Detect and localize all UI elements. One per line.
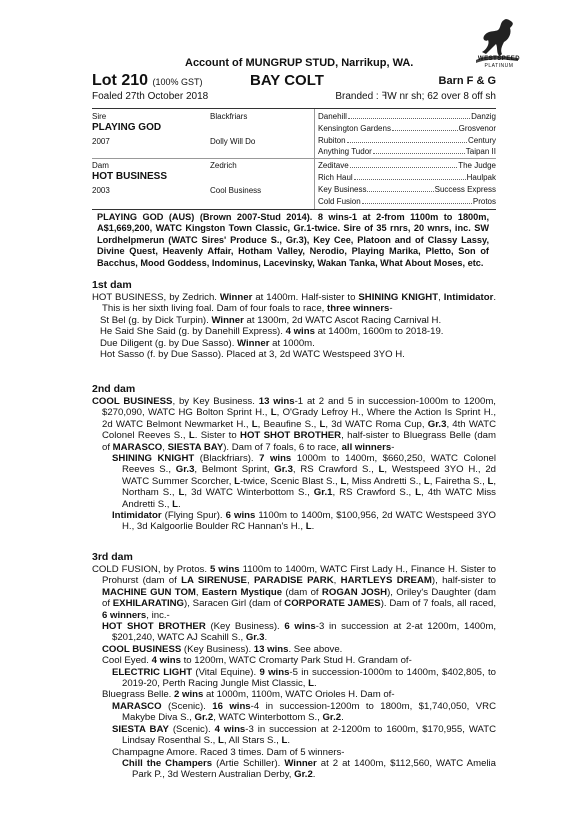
sire-summary: PLAYING GOD (AUS) (Brown 2007-Stud 2014). 8 wins-1 at 2-from 1100m to 1800m, A$1,669,200, WATC Kingston Town Classic, Gr.1-twice. Sire of 35 rnrs, 20 wnrs, inc. SW Lordhelpmerun (WATC Sires' Produce S., Gr.3), Key Cee, Platoon and of Classy Lassy, Divine Quest, Heavenly Affair, Hotham Valley, Nerodio, Playing Marika, Pletto, Son of Bacchus, Mood Goddess, Indominus, Lacevinsky, Wakan Tanka, What About Moses, etc. [97,212,489,268]
lot-number [92,72,202,90]
progeny-line: MARASCO (Scenic). 16 wins-4 in succession-1200m to 1800m, $1,740,050, VRC Makybe Diva S., Gr.2, WATC Winterbottom S., Gr.2. [112,700,496,724]
dam-sire: Zedrich [210,161,237,170]
second-dam-intro: COOL BUSINESS, by Key Business. 13 wins-1 at 2 and 5 in succession-1000m to 1200m, $270,090, WATC HG Bolton Sprint H., L, O'Grady Lefroy H., Where the Action Is Sprint H., 2d WATC Belmont Newmarket H., L, Beaufine S., L, 3d WATC Roma Cup, Gr.3, 4th WATC Colonel Reeves S., L. Sister to HOT SHOT BROTHER, half-sister to Bluegrass Belle (dam of MARASCO, SIESTA BAY). Dam of 7 foals, 6 to race, all winners- [92,396,497,453]
progeny-line: Chill the Champers (Artie Schiller). Winner at 2 at 1400m, $112,560, WATC Amelia Park P., 3d Western Australian Derby, Gr.2. [122,757,497,781]
sire-label: Sire [92,112,107,121]
barn-location: Barn F & G [438,75,496,87]
progeny-line: Due Diligent (g. by Due Sasso). Winner at 1000m. [100,337,315,349]
sire-name: PLAYING GOD [92,122,162,133]
progeny-line: Hot Sasso (f. by Due Sasso). Placed at 3, 2d WATC Westspeed 3YO H. [100,349,405,361]
third-dam-intro: COLD FUSION, by Protos. 5 wins 1100m to 1400m, WATC First Lady H., Finance H. Sister to Prohurst (dam of LA SIRENUSE, PARADISE PARK, HARTLEYS DREAM), half-sister to MACHINE GUN TOM, Eastern Mystique (dam of ROGAN JOSH), Oriley's Daughter (dam of EXHILARATING), Saracen Girl (dam of CORPORATE JAMES). Dam of 7 foals, all raced, 6 winners, inc.- [92,564,497,621]
brand-description: Branded : ꟻW nr sh; 62 over 8 off sh [335,91,496,102]
progeny-line: SIESTA BAY (Scenic). 4 wins-3 in succession at 2-1200m to 1600m, $170,955, WATC Lindsay Rosenthal S., L, All Stars S., L. [112,723,497,747]
dam-label: Dam [92,161,109,170]
progeny-line: HOT SHOT BROTHER (Key Business). 6 wins-3 in succession at 2-at 1200m, 1400m, $201,240, WATC AJ Scahill S., Gr.3. [102,621,496,644]
grandsire-line: Cold Fusion Protos [318,197,496,206]
progeny-line: ELECTRIC LIGHT (Vital Equine). 9 wins-5 in succession-1000m to 1400m, $402,805, to 2019-20, Perth Racing Jungle Mist Classic, L. [112,666,496,690]
grandsire-line: Rubiton Century [318,136,496,145]
sire-year: 2007 [92,137,110,146]
second-dam-heading: 2nd dam [92,383,136,395]
vendor-account: Account of MUNGRUP STUD, Narrikup, WA. [185,57,414,69]
grandsire-line: Danehill Danzig [318,112,496,121]
second-dam-foals [92,453,496,533]
progeny-line: He Said She Said (g. by Danehill Express). 4 wins at 1400m, 1600m to 2018-19. [100,326,444,338]
sire-sire: Blackfriars [210,112,248,121]
grandsire-line: Zeditave The Judge [318,161,496,170]
grandsire-line: Anything Tudor Taipan II [318,147,496,156]
first-dam-intro: HOT BUSINESS, by Zedrich. Winner at 1400m. Half-sister to SHINING KNIGHT, Intimidator. This is her sixth living foal. Dam of four foals to race, three winners- [92,292,496,315]
dam-name: HOT BUSINESS [92,171,168,182]
progeny-line: St Bel (g. by Dick Turpin). Winner at 1300m, 2d WATC Ascot Racing Carnival H. [100,314,442,326]
gst-note: (100% GST) [152,77,203,87]
logo-wordmark [470,56,528,70]
first-dam-foals [92,315,496,361]
grandsire-line: Key Business Success Express [318,185,496,194]
logo-line-2: PLATINUM [484,63,514,69]
sire-dam: Dolly Will Do [210,137,256,146]
pedigree-table [92,108,496,210]
horse-sex-colour: BAY COLT [250,72,324,89]
progeny-line: Cool Eyed. 4 wins to 1200m, WATC Cromarty Park Stud H. Grandam of- [102,655,412,667]
foaled-date: Foaled 27th October 2018 [92,91,209,102]
logo-line-1: WESTSPEED [477,56,521,62]
lot-label: Lot 210 [92,72,149,89]
third-dam-section [92,564,496,781]
grandsire-line: Rich Haul Haulpak [318,173,496,182]
dam-year: 2003 [92,186,110,195]
first-dam-heading: 1st dam [92,279,132,291]
third-dam-progeny [92,621,496,781]
third-dam-heading: 3rd dam [92,551,133,563]
second-dam-section [92,396,496,533]
progeny-line: SHINING KNIGHT (Blackfriars). 7 wins 1000m to 1400m, $660,250, WATC Colonel Reeves S., Gr.3, Belmont Sprint, Gr.3, RS Crawford S., L, Westspeed 3YO H., 2d WATC Summer Scorcher, L-twice, Scenic Blast S., L, Miss Andretti S., L, Fairetha S., L, Northam S., L, 3d WATC Winterbottom S., Gr.1, RS Crawford S., L, 4th WATC Miss Andretti S., L. [112,453,497,510]
first-dam-section [92,292,496,360]
progeny-line: Bluegrass Belle. 2 wins at 1000m, 1100m, WATC Orioles H. Dam of- [102,689,395,701]
dam-dam: Cool Business [210,186,262,195]
progeny-line: Intimidator (Flying Spur). 6 wins 1100m to 1400m, $100,956, 2d WATC Westspeed 3YO H., 3d Kalgoorlie Boulder RC Hannan's H., L. [112,510,496,533]
grandsire-line: Kensington Gardens Grosvenor [318,124,496,133]
progeny-line: COOL BUSINESS (Key Business). 13 wins. See above. [102,643,343,655]
progeny-line: Champagne Amore. Raced 3 times. Dam of 5 winners- [112,746,345,758]
